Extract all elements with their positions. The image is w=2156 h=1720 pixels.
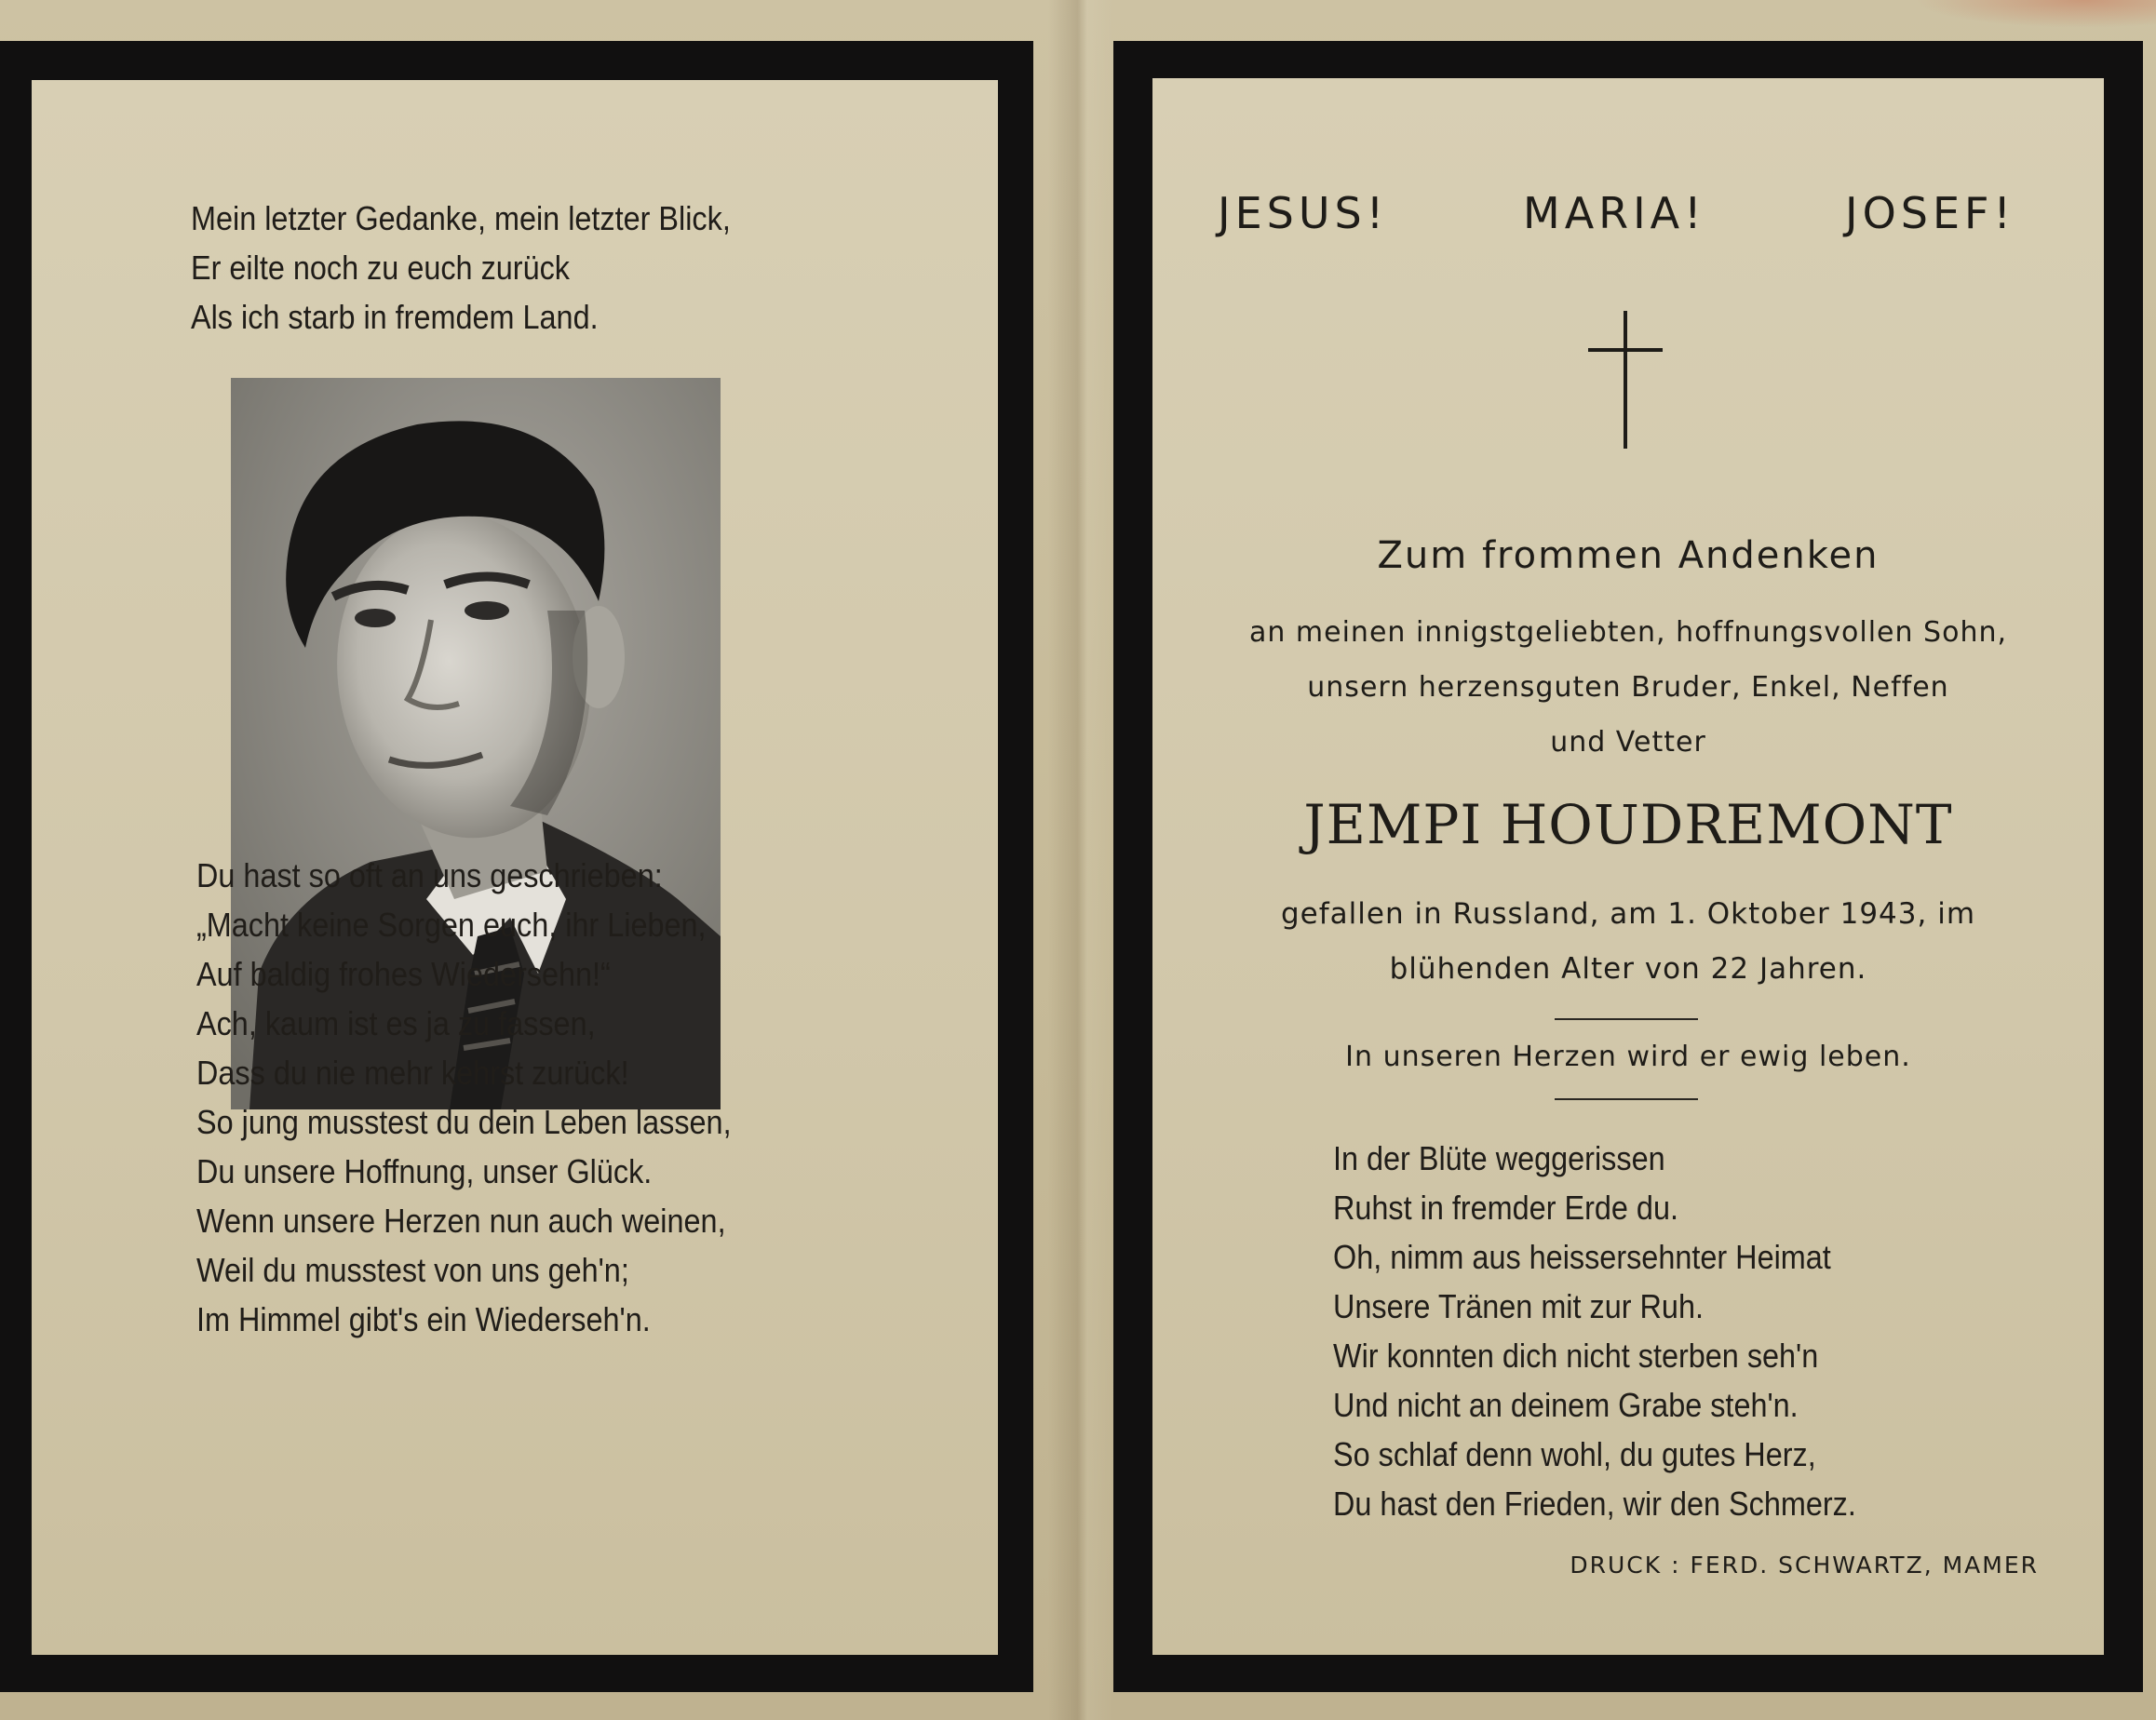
top-verse-line-3: Als ich starb in fremdem Land. — [191, 298, 599, 336]
card-fold-crease — [1048, 0, 1113, 1720]
poem-line-4: Unsere Tränen mit zur Ruh. — [1333, 1287, 1704, 1325]
bottom-verse-line-10: Im Himmel gibt's ein Wiederseh'n. — [196, 1300, 651, 1338]
top-verse-line-1: Mein letzter Gedanke, mein letzter Blick, — [191, 199, 731, 237]
left-panel-paper — [32, 80, 998, 1655]
bottom-verse-line-1: Du hast so oft an uns geschrieben: — [196, 856, 663, 894]
bottom-verse-line-7: Du unsere Hoffnung, unser Glück. — [196, 1152, 653, 1190]
poem-line-8: Du hast den Frieden, wir den Schmerz. — [1333, 1485, 1856, 1523]
dedication-line-2: unsern herzensguten Bruder, Enkel, Neffen — [1307, 671, 1949, 704]
death-notice-line-1: gefallen in Russland, am 1. Oktober 1943, im — [1280, 897, 1976, 931]
invocation-josef: JOSEF! — [1845, 188, 2015, 238]
bottom-verse-line-8: Wenn unsere Herzen nun auch weinen, — [196, 1202, 726, 1240]
corner-shadow — [1914, 0, 2156, 28]
portrait-illustration — [231, 378, 721, 1109]
death-notice-line-2: blühenden Alter von 22 Jahren. — [1389, 952, 1867, 986]
bottom-verse-line-9: Weil du musstest von uns geh'n; — [196, 1251, 629, 1289]
invocation-jesus: JESUS! — [1218, 188, 1389, 238]
invocation-maria: MARIA! — [1523, 188, 1706, 238]
divider-top — [1555, 1018, 1698, 1020]
poem-line-3: Oh, nimm aus heissersehnter Heimat — [1333, 1238, 1831, 1276]
poem-line-1: In der Blüte weggerissen — [1333, 1139, 1665, 1177]
dedication-line-3: und Vetter — [1550, 726, 1706, 759]
remembrance-heading: Zum frommen Andenken — [1377, 534, 1880, 577]
bottom-verse-line-2: „Macht keine Sorgen euch, ihr Lieben, — [196, 906, 707, 944]
poem-line-5: Wir konnten dich nicht sterben seh'n — [1333, 1337, 1819, 1375]
left-panel — [0, 41, 1033, 1692]
motto: In unseren Herzen wird er ewig leben. — [1345, 1041, 1911, 1073]
bottom-verse-line-6: So jung musstest du dein Leben lassen, — [196, 1103, 732, 1141]
printer-imprint: DRUCK : FERD. SCHWARTZ, MAMER — [1570, 1552, 2039, 1579]
right-panel-paper — [1152, 78, 2104, 1655]
poem-line-2: Ruhst in fremder Erde du. — [1333, 1189, 1678, 1227]
poem-line-7: So schlaf denn wohl, du gutes Herz, — [1333, 1435, 1816, 1473]
bottom-verse-line-5: Dass du nie mehr kehrst zurück! — [196, 1054, 629, 1092]
divider-bottom — [1555, 1098, 1698, 1100]
right-panel — [1113, 41, 2143, 1692]
portrait-photo — [231, 378, 721, 1109]
bottom-verse-line-3: Auf baldig frohes Wiedersehn!“ — [196, 955, 611, 993]
bottom-verse-line-4: Ach, kaum ist es ja zu fassen, — [196, 1004, 596, 1042]
top-verse-line-2: Er eilte noch zu euch zurück — [191, 249, 571, 287]
dedication-line-1: an meinen innigstgeliebten, hoffnungsvollen Sohn, — [1248, 616, 2008, 649]
deceased-name: JEMPI HOUDREMONT — [1303, 793, 1953, 856]
cross-icon — [1152, 78, 2104, 469]
poem-line-6: Und nicht an deinem Grabe steh'n. — [1333, 1386, 1799, 1424]
